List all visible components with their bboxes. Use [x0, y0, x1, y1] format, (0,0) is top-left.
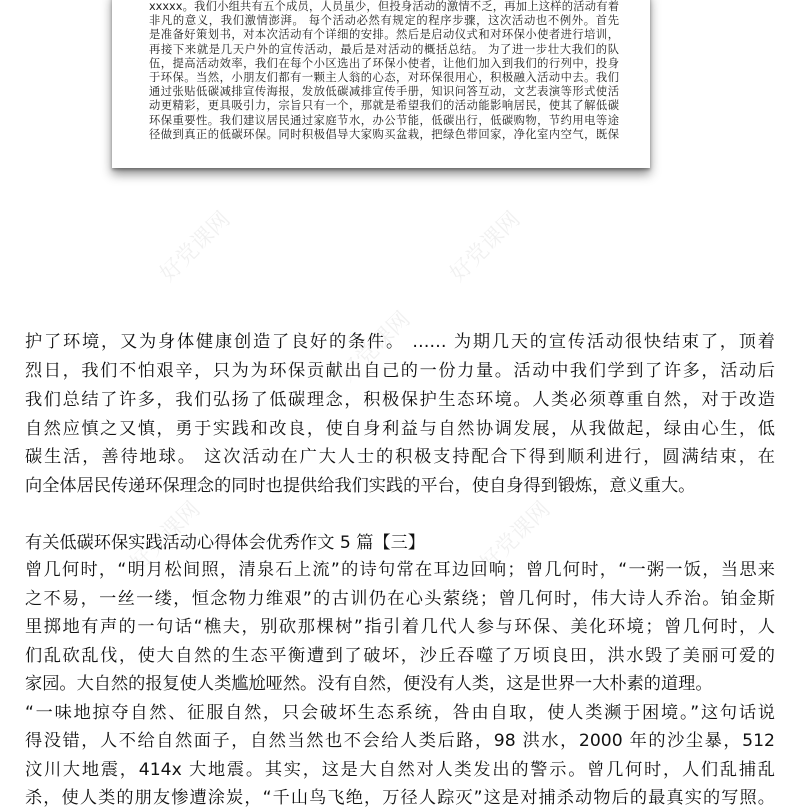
paragraph-line: 们乱砍乱伐，使大自然的生态平衡遭到了破坏，沙丘吞噬了万顷良田，洪水毁了美丽可爱的 — [25, 645, 775, 666]
paragraph-line: 之不易，一丝一缕，恒念物力维艰”的古训仍在心头萦绕；曾几何时，伟大诗人乔治。铂金斯 — [25, 588, 775, 609]
paragraph-line: 护了环境，又为身体健康创造了良好的条件。 …… 为期几天的宣传活动很快结束了，顶着 — [25, 332, 775, 352]
paragraph-line: 里掷地有声的一句话“樵夫，别砍那棵树”指引着几代人参与环保、美化环境；曾几何时，人 — [25, 617, 775, 637]
paragraph-line: 烈日，我们不怕艰辛，只为为环保贡献出自己的一份力量。活动中我们学到了许多，活动后 — [25, 361, 775, 381]
paragraph-line: 汶川大地震，414x 大地震。其实，这是大自然对人类发出的警示。曾几何时，人们乱捕乱 — [25, 759, 775, 780]
watermark: 好党课网 — [125, 496, 206, 577]
card-text-line: 非凡的意义，我们激情澎湃。 每个活动必然有规定的程序步骤，这次活动也不例外。首先 — [149, 14, 619, 28]
paragraph-line: 向全体居民传递环保理念的同时也提供给我们实践的平台，使自身得到锻炼，意义重大。 — [25, 476, 696, 496]
paragraph-line: 得没错，人不给自然面子，自然当然也不会给人类后路，98 洪水，2000 年的沙尘暴，512 — [25, 731, 775, 751]
paragraph-line: “一味地掠夺自然、征服自然，只会破坏生态系统，咎由自取，使人类濒于困境。”这句话说 — [25, 702, 775, 723]
paragraph-line: 我们总结了许多，我们弘扬了低碳理念，积极保护生态环境。人类必须尊重自然，对于改造 — [25, 390, 775, 410]
paragraph-line: 自然应慎之又慎，勇于实践和改良，使自身利益与自然协调发展，从我做起，绿由心生，低 — [25, 419, 775, 439]
card-text-line: 通过张贴低碳减排宣传海报，发放低碳减排宣传手册，知识问答互动，文艺表演等形式使活 — [149, 85, 619, 99]
card-text-line: 动更精彩，更具吸引力，宗旨只有一个，那就是希望我们的活动能影响居民，使其了解低碳 — [149, 99, 619, 113]
card-text-line: 于环保。当然，小朋友们都有一颗主人翁的心态，对环保很用心，积极融入活动中去。我们 — [149, 71, 619, 84]
paragraph-line: 家园。大自然的报复使人类尴尬哑然。没有自然，便没有人类，这是世界一大朴素的道理。 — [25, 674, 713, 694]
watermark: 好党课网 — [475, 496, 556, 577]
card-text-line: 伍，提高活动效率，我们在每个小区选出了环保小使者，让他们加入到我们的行列中，投身 — [149, 56, 619, 70]
card-text-line: xxxxx。我们小组共有五个成员，人员虽少，但投身活动的激情不乏，再加上这样的活动有着 — [149, 0, 619, 13]
watermark: 好党课网 — [445, 206, 526, 287]
watermark: 好党课网 — [155, 206, 236, 287]
card-text-line: 径做到真正的低碳环保。同时积极倡导大家购买盆栽，把绿色带回家，净化室内空气，既保 — [149, 127, 619, 141]
section-title: 有关低碳环保实践活动心得体会优秀作文 5 篇【三】 — [25, 533, 425, 553]
paragraph-line: 碳生活，善待地球。 这次活动在广大人士的积极支持配合下得到顺利进行，圆满结束，在 — [25, 447, 775, 467]
document-preview-card — [112, 0, 650, 168]
card-text-line: 环保重要性。我们建议居民通过家庭节水，办公节能，低碳出行，低碳购物，节约用电等途 — [149, 113, 619, 127]
card-text-line: 是准备好策划书，对本次活动有个详细的安排。然后是启动仪式和对环保小使者进行培训， — [149, 28, 619, 42]
card-text-line: 再接下来就是几天户外的宣传活动，最后是对活动的概括总结。 为了进一步壮大我们的队 — [149, 42, 619, 56]
paragraph-line: 杀，使人类的朋友惨遭涂炭，“千山鸟飞绝，万径人踪灭”这是对捕杀动物后的最真实的写照。 — [25, 788, 775, 808]
paragraph-line: 曾几何时，“明月松间照，清泉石上流”的诗句常在耳边回响；曾几何时，“一粥一饭，当思来 — [25, 560, 775, 580]
watermark: 好党课网 — [335, 306, 416, 387]
